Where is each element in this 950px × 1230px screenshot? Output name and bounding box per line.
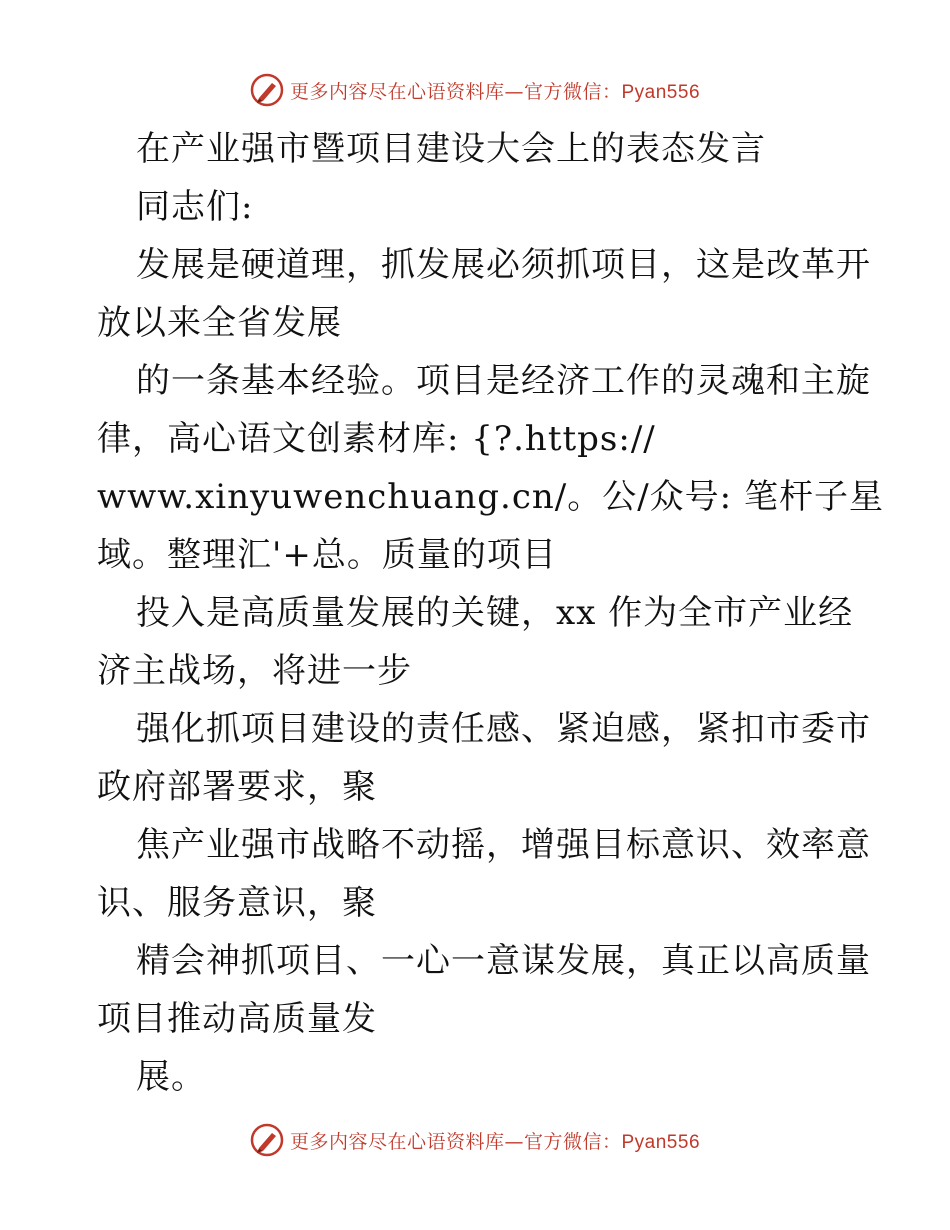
wechat-id: Pyan556	[621, 1131, 701, 1153]
text-line: 域。整理汇'+总。质量的项目	[97, 535, 557, 575]
text-line: 项目推动高质量发	[97, 999, 377, 1039]
banner-text: 更多内容尽在心语资料库—官方微信：Pyan556	[289, 80, 701, 103]
text-line: 的一条基本经验。项目是经济工作的灵魂和主旋	[136, 361, 871, 401]
text-line: 识、服务意识，聚	[97, 883, 377, 923]
text-line: 投入是高质量发展的关键，xx 作为全市产业经	[136, 593, 854, 633]
text-line: 强化抓项目建设的责任感、紧迫感，紧扣市委市	[136, 709, 871, 749]
text-line: 在产业强市暨项目建设大会上的表态发言	[136, 129, 766, 169]
document-body	[97, 120, 884, 1106]
text-line: 同志们:	[136, 187, 254, 227]
text-line: 精会神抓项目、一心一意谋发展，真正以高质量	[136, 941, 871, 981]
text-line: 律，高心语文创素材库: {?.https://	[97, 419, 656, 459]
text-line: 政府部署要求，聚	[97, 767, 377, 807]
text-line: 展。	[136, 1057, 206, 1097]
text-line: 焦产业强市战略不动摇，增强目标意识、效率意	[136, 825, 871, 865]
text-line: 发展是硬道理，抓发展必须抓项目，这是改革开	[136, 245, 871, 285]
header-banner	[0, 70, 950, 110]
text-line: 济主战场，将进一步	[97, 651, 412, 691]
text-line: 放以来全省发展	[97, 303, 342, 343]
text-line: www.xinyuwenchuang.cn/。公/众号: 笔杆子星	[97, 477, 884, 517]
footer-banner	[0, 1120, 950, 1160]
pen-logo-icon	[250, 73, 284, 107]
banner-text: 更多内容尽在心语资料库—官方微信：Pyan556	[289, 1130, 701, 1153]
wechat-id: Pyan556	[621, 81, 701, 103]
pen-logo-icon	[250, 1123, 284, 1157]
